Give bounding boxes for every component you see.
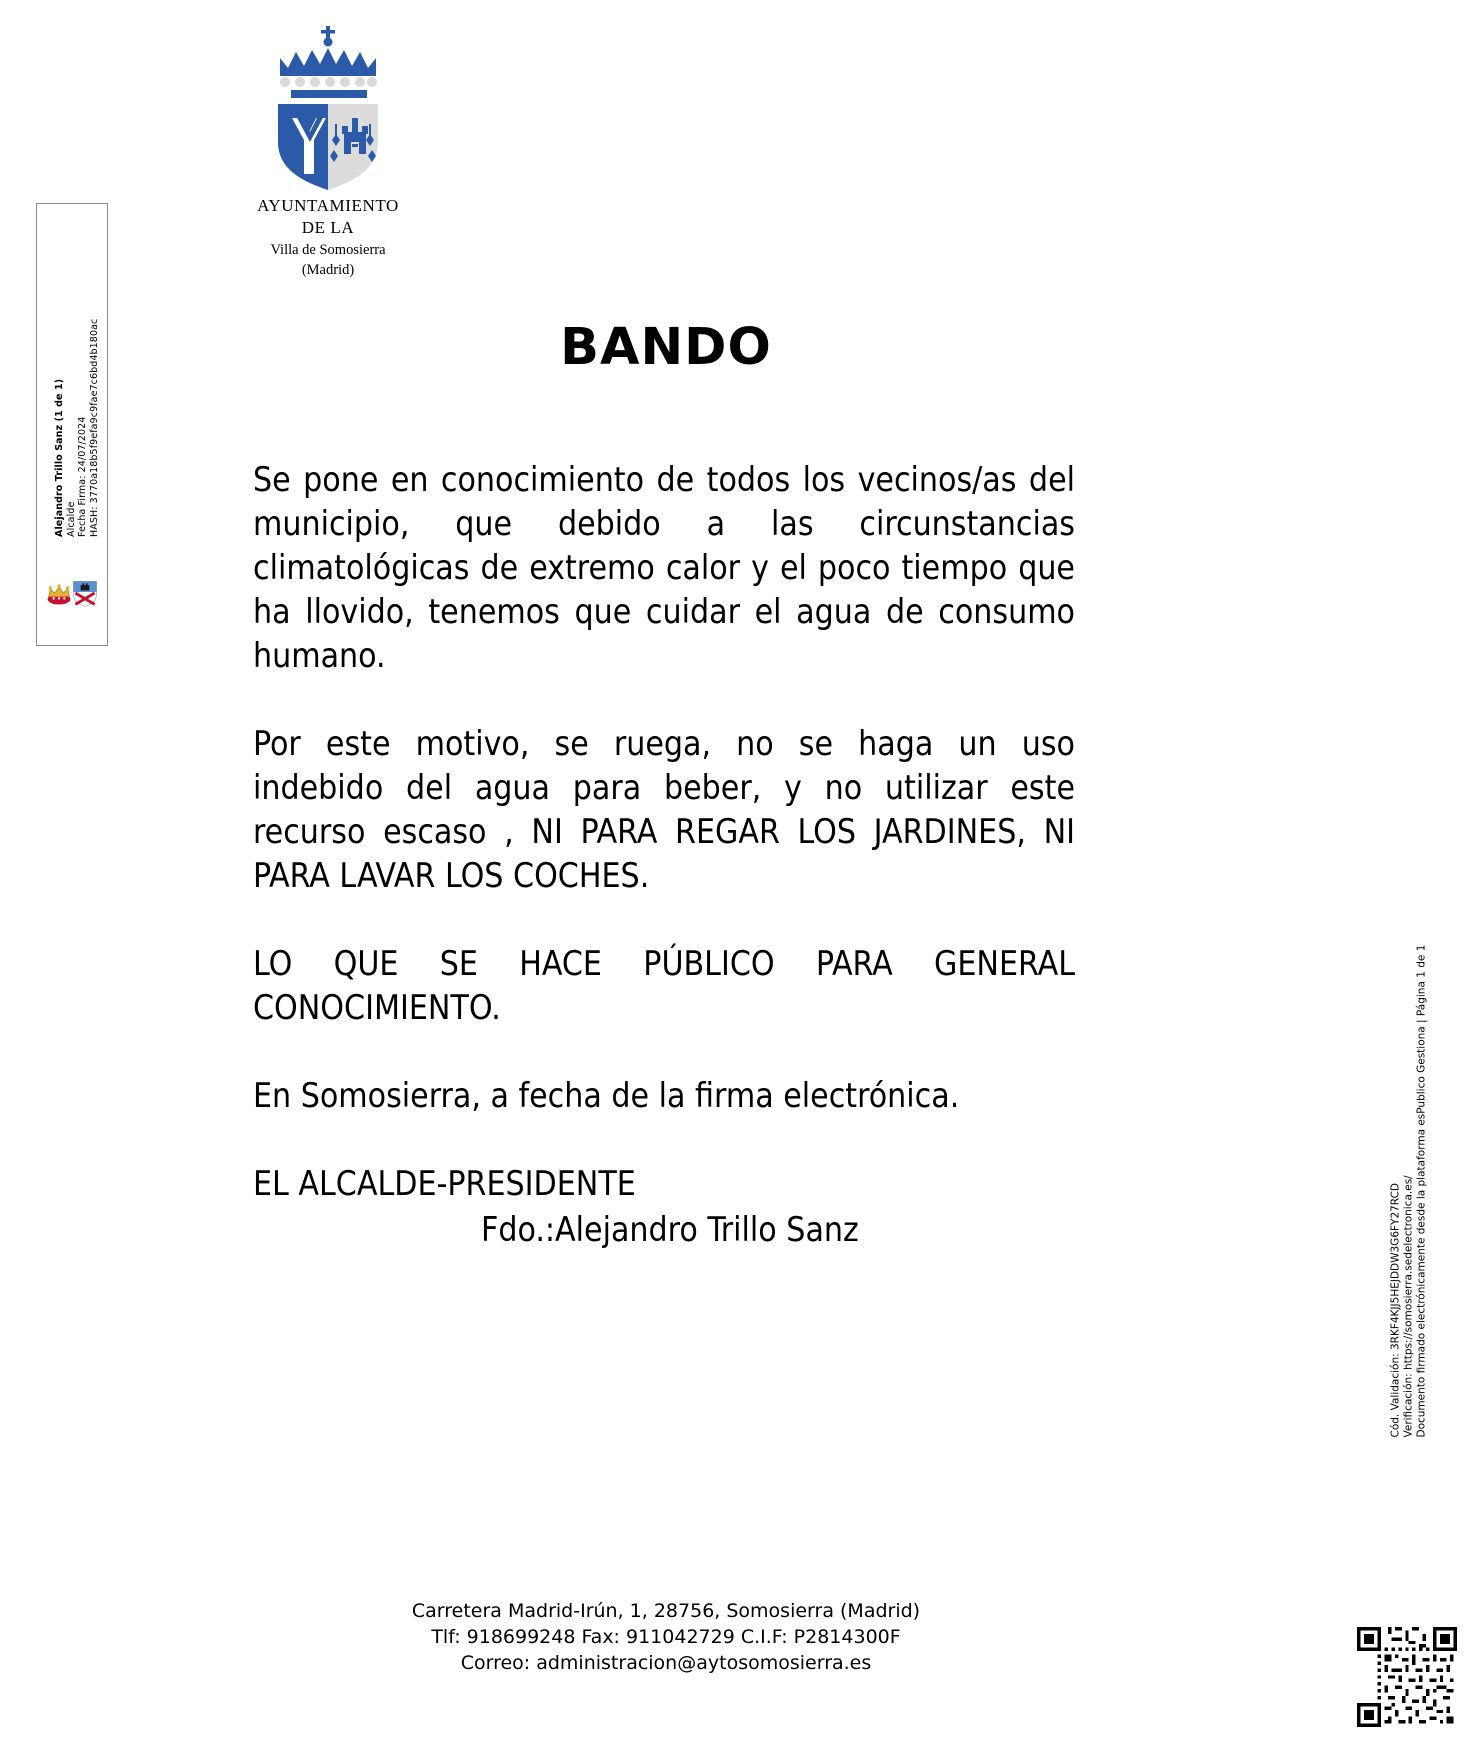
paragraph-notice: Se pone en conocimiento de todos los vecinos/as del municipio, que debido a las circunstancias climatológicas de extremo calor y el poco tiempo que ha llovido, tenemos que cuidar el agua de consumo humano. (253, 460, 1075, 675)
footer-phone-fax-cif: Tlf: 918699248 Fax: 911042729 C.I.F: P2814300F (431, 1626, 901, 1648)
signer-name: Fdo.:Alejandro Trillo Sanz (481, 1210, 859, 1249)
crest-title-line4: (Madrid) (301, 262, 355, 278)
qr-code-icon[interactable] (1357, 1627, 1457, 1727)
footer-address: Carretera Madrid-Irún, 1, 28756, Somosierra (Madrid) (411, 1600, 921, 1622)
coat-of-arms-seal-icon (71, 579, 99, 607)
signer-role: EL ALCALDE-PRESIDENTE (253, 1164, 636, 1203)
signature-sidebar (36, 203, 108, 646)
page-title: BANDO (560, 318, 772, 377)
signature-metadata-text (54, 217, 100, 537)
footer-contact (253, 1598, 1079, 1676)
crown-seal-icon (45, 580, 73, 608)
footer-email: Correo: administracion@aytosomosierra.es (460, 1652, 872, 1674)
crest-title-line1: AYUNTAMIENTO (257, 196, 399, 215)
signature-block (253, 1162, 1075, 1252)
somosierra-coat-of-arms-icon (248, 22, 408, 192)
crest-title-line2: DE LA (301, 218, 355, 237)
paragraph-public-notice: LO QUE SE HACE PÚBLICO PARA GENERAL CONOCIMIENTO. (253, 944, 1075, 1027)
validation-rotated-text (1389, 944, 1429, 1438)
signature-signer-line: Alejandro Trillo Sanz (1 de 1) (54, 378, 65, 537)
header-crest-block (228, 22, 428, 279)
validation-strip (1387, 944, 1431, 1440)
paragraph-request: Por este motivo, se ruega, no se haga un uso indebido del agua para beber, y no utilizar este recurso escaso , NI PARA REGAR LOS JARDINES, NI PARA LAVAR LOS COCHES. (253, 724, 1075, 895)
paragraph-place-date: En Somosierra, a fecha de la firma electrónica. (253, 1076, 960, 1115)
signature-hash-line: HASH: 3770a18b5f9efa9c9fae7c6bd4b180ac (88, 318, 100, 537)
validation-url[interactable]: Verificación: https://somosierra.sedelectronica.es/ (1402, 1175, 1415, 1438)
document-body (253, 458, 1075, 1252)
validation-platform-note: Documento firmado electrónicamente desde la plataforma esPublico Gestiona | Página 1 de 1 (1415, 944, 1428, 1438)
signature-role-line: Alcalde (65, 501, 77, 537)
validation-code: Cód. Validación: 3RKF4KJJ5HEJDDW3G6FY27RCD (1389, 1183, 1402, 1438)
crest-title-line3: Villa de Somosierra (270, 242, 386, 258)
signature-date-line: Fecha Firma: 24/07/2024 (77, 416, 88, 537)
signature-seals-group (43, 579, 103, 609)
